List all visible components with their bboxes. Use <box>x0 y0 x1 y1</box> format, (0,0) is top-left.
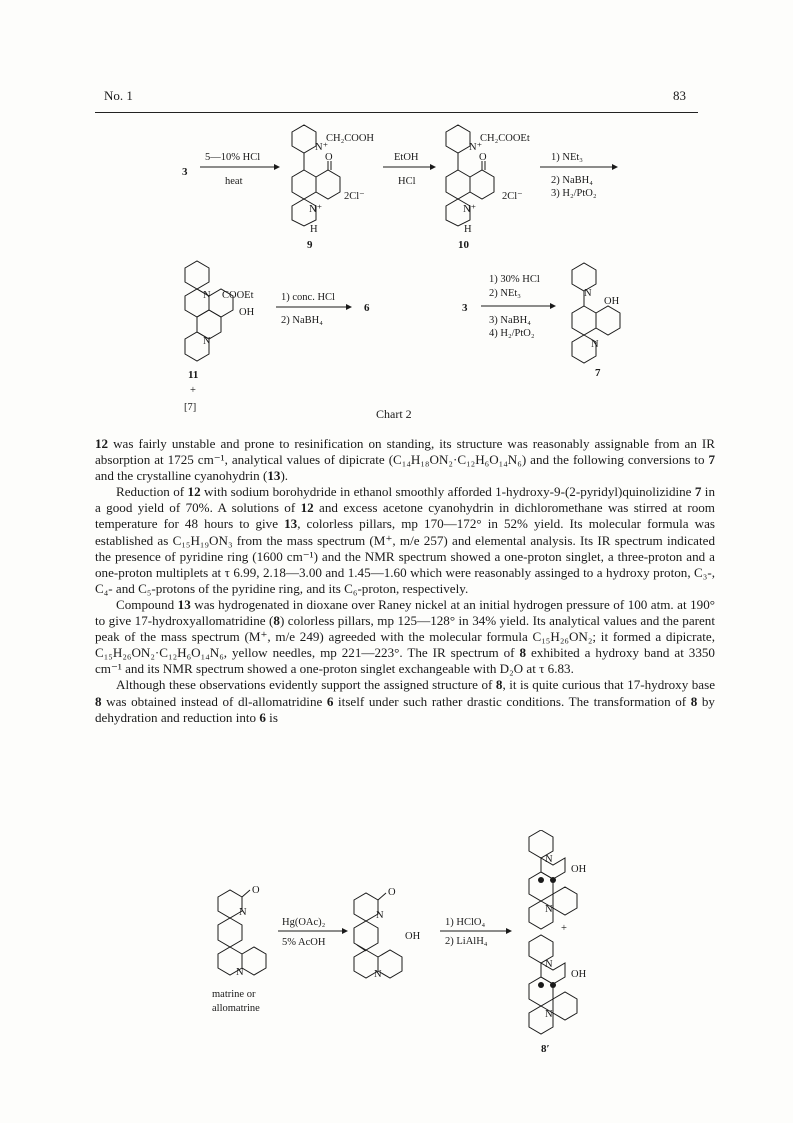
ref-12: 12 <box>187 484 201 500</box>
n-plus-10: N⁺ <box>469 142 483 153</box>
oxygen-matrine: O <box>252 885 260 896</box>
reagent-step-1: 1) NEt₃ <box>551 152 583 163</box>
text-span: , it is quite curious that 17-hydroxy base <box>502 677 716 693</box>
hydrogen-9: H <box>310 224 318 235</box>
text-span: was obtained instead of dl-allomatridine <box>101 693 327 709</box>
reagent-conc-hcl: 1) conc. HCl <box>281 292 335 303</box>
text-span: in a good yield of 70%. A solutions of <box>95 484 715 516</box>
reaction-arrowhead-5 <box>550 303 556 309</box>
ref-8: 8 <box>495 677 503 693</box>
text-span: was hydrogenated in dioxane over Raney nickel at an initial hydrogen pressure of 100 atm. at 190° to give 17-hydroxyallomatridine ( <box>95 596 715 629</box>
matrine-name-line-2: allomatrine <box>212 1003 260 1014</box>
text-span: Reduction of <box>116 484 188 500</box>
ch2cooh-group: CH₂COOH <box>326 133 374 144</box>
journal-issue-number: No. 1 <box>104 88 133 103</box>
compound-8-prime-label: 8′ <box>541 1043 550 1055</box>
plus-sign-2: + <box>561 923 567 934</box>
text-span: exhibited a hydroxy band at 3350 cm⁻¹ and its NMR spectrum showed a one-proton singlet exchangeable with D₂O at τ 6.83. <box>95 645 715 677</box>
ref-6: 6 <box>326 693 334 709</box>
condition-heat: heat <box>225 176 243 187</box>
nitrogen-matrine-1: N <box>239 907 247 918</box>
paragraph-4 <box>95 677 715 725</box>
text-span: ). <box>280 468 289 484</box>
text-span: with sodium borohydride in ethanol smoothly afforded 1-hydroxy-9-(2-pyridyl)quinolizidine <box>200 484 695 500</box>
compound-9-label: 9 <box>307 239 313 251</box>
stereo-dot <box>550 877 556 883</box>
n-plus-10b: N⁺ <box>463 204 477 215</box>
n-plus-9: N⁺ <box>315 142 329 153</box>
text-span: , colorless pillars, mp 170—172° in 52% yield. Its molecular formula was established as C₁₅H₁₉ON₃ from the mass spectrum (M⁺, m/e 257) and elemental analysis. Its IR spectrum indicated the presence of pyridine ring (1600 cm⁻¹) and the NMR spectrum showed a one-proton singlet, a three-proton and a one-proton multiplets at τ 6.99, 2.18—3.00 and 1.45—1.60 which were reasonably assinged to a hydroxy proton, C₃-, C₄- and C₅-protons of the pyridine ring, and its C₆-proton, respectively. <box>95 516 715 596</box>
oxygen-intermediate: O <box>388 887 396 898</box>
stereo-dot <box>538 982 544 988</box>
paragraph-3 <box>95 597 715 677</box>
compound-3-label: 3 <box>182 166 188 178</box>
reagent-b4: 4) H₂/PtO₂ <box>489 328 535 339</box>
ch2cooet-group: CH₂COOEt <box>480 133 530 144</box>
stereo-dot <box>538 877 544 883</box>
nitrogen-intermediate-1: N <box>376 910 384 921</box>
ref-13: 13 <box>284 516 298 532</box>
nitrogen-7: N <box>591 339 599 350</box>
reagent-lialh4: 2) LiAlH₄ <box>445 936 488 947</box>
stereo-dot <box>550 982 556 988</box>
reagent-hclo4: 1) HClO₄ <box>445 917 486 928</box>
compound-7-bracket: [7] <box>184 402 197 413</box>
nitrogen-bottom-1: N <box>545 959 553 970</box>
reagent-etoh: EtOH <box>394 152 419 163</box>
nitrogen-bottom-2: N <box>545 1009 553 1020</box>
reaction-arrowhead-3 <box>612 164 618 170</box>
ref-13: 13 <box>267 468 281 484</box>
reagent-b2: 2) NEt₃ <box>489 288 521 299</box>
hydroxy-11: OH <box>239 307 255 318</box>
hydroxy-7: OH <box>604 296 620 307</box>
nitrogen-matrine-2: N <box>236 967 244 978</box>
hydroxy-top: OH <box>571 864 587 875</box>
ref-8: 8 <box>519 645 527 661</box>
ref-12: 12 <box>300 500 314 516</box>
reaction-arrowhead-2 <box>430 164 436 170</box>
nitrogen-11-bottom: N <box>203 336 211 347</box>
counterion-9: 2Cl⁻ <box>344 191 365 202</box>
nitrogen-top-1: N <box>545 854 553 865</box>
ref-12: 12 <box>95 436 109 451</box>
text-span: and excess acetone cyanohydrin in dichloromethane was stirred at room temperature for 48 hours to give <box>95 500 715 532</box>
paragraph-1 <box>95 436 715 484</box>
compound-11-label: 11 <box>188 369 199 381</box>
reagent-b1: 1) 30% HCl <box>489 274 540 285</box>
nitrogen-intermediate-2: N <box>374 969 382 980</box>
reagent-step-3: 3) H₂/PtO₂ <box>551 188 597 199</box>
ref-8: 8 <box>690 693 698 709</box>
header-rule <box>95 112 698 113</box>
oxygen-10: O <box>479 152 487 163</box>
reaction-scheme-chart-2 <box>0 120 793 420</box>
reaction-arrowhead-1 <box>274 164 280 170</box>
ref-8: 8 <box>273 613 280 629</box>
text-span: Compound <box>116 596 178 612</box>
ref-6: 6 <box>259 709 266 725</box>
matrine-name-line-1: matrine or <box>212 989 256 1000</box>
text-span: was fairly unstable and prone to resinification on standing, its structure was reasonably assignable from an IR absorption at 1725 cm⁻¹, analytical values of dipicrate (C₁₄H₁₈ON₂·C₁₂H₆O₁₄N₆) and the following conversions to <box>95 436 715 468</box>
ref-13: 13 <box>177 596 191 612</box>
reaction-arrowhead-4 <box>346 304 352 310</box>
nitrogen-7-pyridine: N <box>584 288 592 299</box>
running-head <box>0 0 793 120</box>
reagent-acoh: 5% AcOH <box>282 937 326 948</box>
reagent-nabh4: 2) NaBH₄ <box>281 315 323 326</box>
reaction-arrowhead-6 <box>342 928 348 934</box>
structure-hydroxy-intermediate <box>354 893 402 978</box>
ref-7: 7 <box>694 484 702 500</box>
hydroxy-bottom: OH <box>571 969 587 980</box>
reaction-scheme-matrine <box>0 830 793 1120</box>
compound-7-label: 7 <box>595 367 601 379</box>
text-span: ) colorless pillars, mp 125—128° in 34% yield. Its analytical values and the parent peak of the mass spectrum (M⁺, m/e 249) agreeded with the molecular formula C₁₅H₂₆ON₂; it formed a dipicrate, C₁₅H₂₆ON₂·C₁₂H₆O₁₄N₆, yellow needles, mp 221—223°. The IR spectrum of <box>95 613 715 661</box>
nitrogen-top-2: N <box>545 904 553 915</box>
compound-10-label: 10 <box>458 239 469 251</box>
text-span: by dehydration and reduction into <box>95 693 715 725</box>
page-number: 83 <box>673 88 686 103</box>
ref-7: 7 <box>708 452 715 468</box>
nitrogen-11-top: N <box>203 290 211 301</box>
compound-6-product: 6 <box>364 302 370 314</box>
plus-sign-1: + <box>190 385 196 396</box>
oxygen-9: O <box>325 152 333 163</box>
text-span: itself under such rather drastic conditions. The transformation of <box>333 693 691 709</box>
counterion-10: 2Cl⁻ <box>502 191 523 202</box>
n-plus-9b: N⁺ <box>309 204 323 215</box>
reaction-arrowhead-7 <box>506 928 512 934</box>
chart-caption: Chart 2 <box>376 407 412 420</box>
cooet-group: COOEt <box>222 290 254 301</box>
reagent-hg-oac: Hg(OAc)₂ <box>282 917 326 928</box>
text-span: Although these observations evidently support the assigned structure of <box>116 677 496 693</box>
text-span: is <box>265 709 278 725</box>
text-span: and the crystalline cyanohydrin ( <box>95 468 268 484</box>
structure-matrine <box>218 890 266 975</box>
paragraph-2 <box>95 484 715 597</box>
hydrogen-10: H <box>464 224 472 235</box>
ref-8: 8 <box>95 693 102 709</box>
compound-3-label-b: 3 <box>462 302 468 314</box>
reagent-hcl-heat: 5—10% HCl <box>205 152 261 163</box>
reagent-b3: 3) NaBH₄ <box>489 315 531 326</box>
reagent-hcl: HCl <box>398 176 416 187</box>
hydroxy-intermediate: OH <box>405 931 421 942</box>
article-body <box>95 436 715 726</box>
reagent-step-2: 2) NaBH₄ <box>551 175 593 186</box>
